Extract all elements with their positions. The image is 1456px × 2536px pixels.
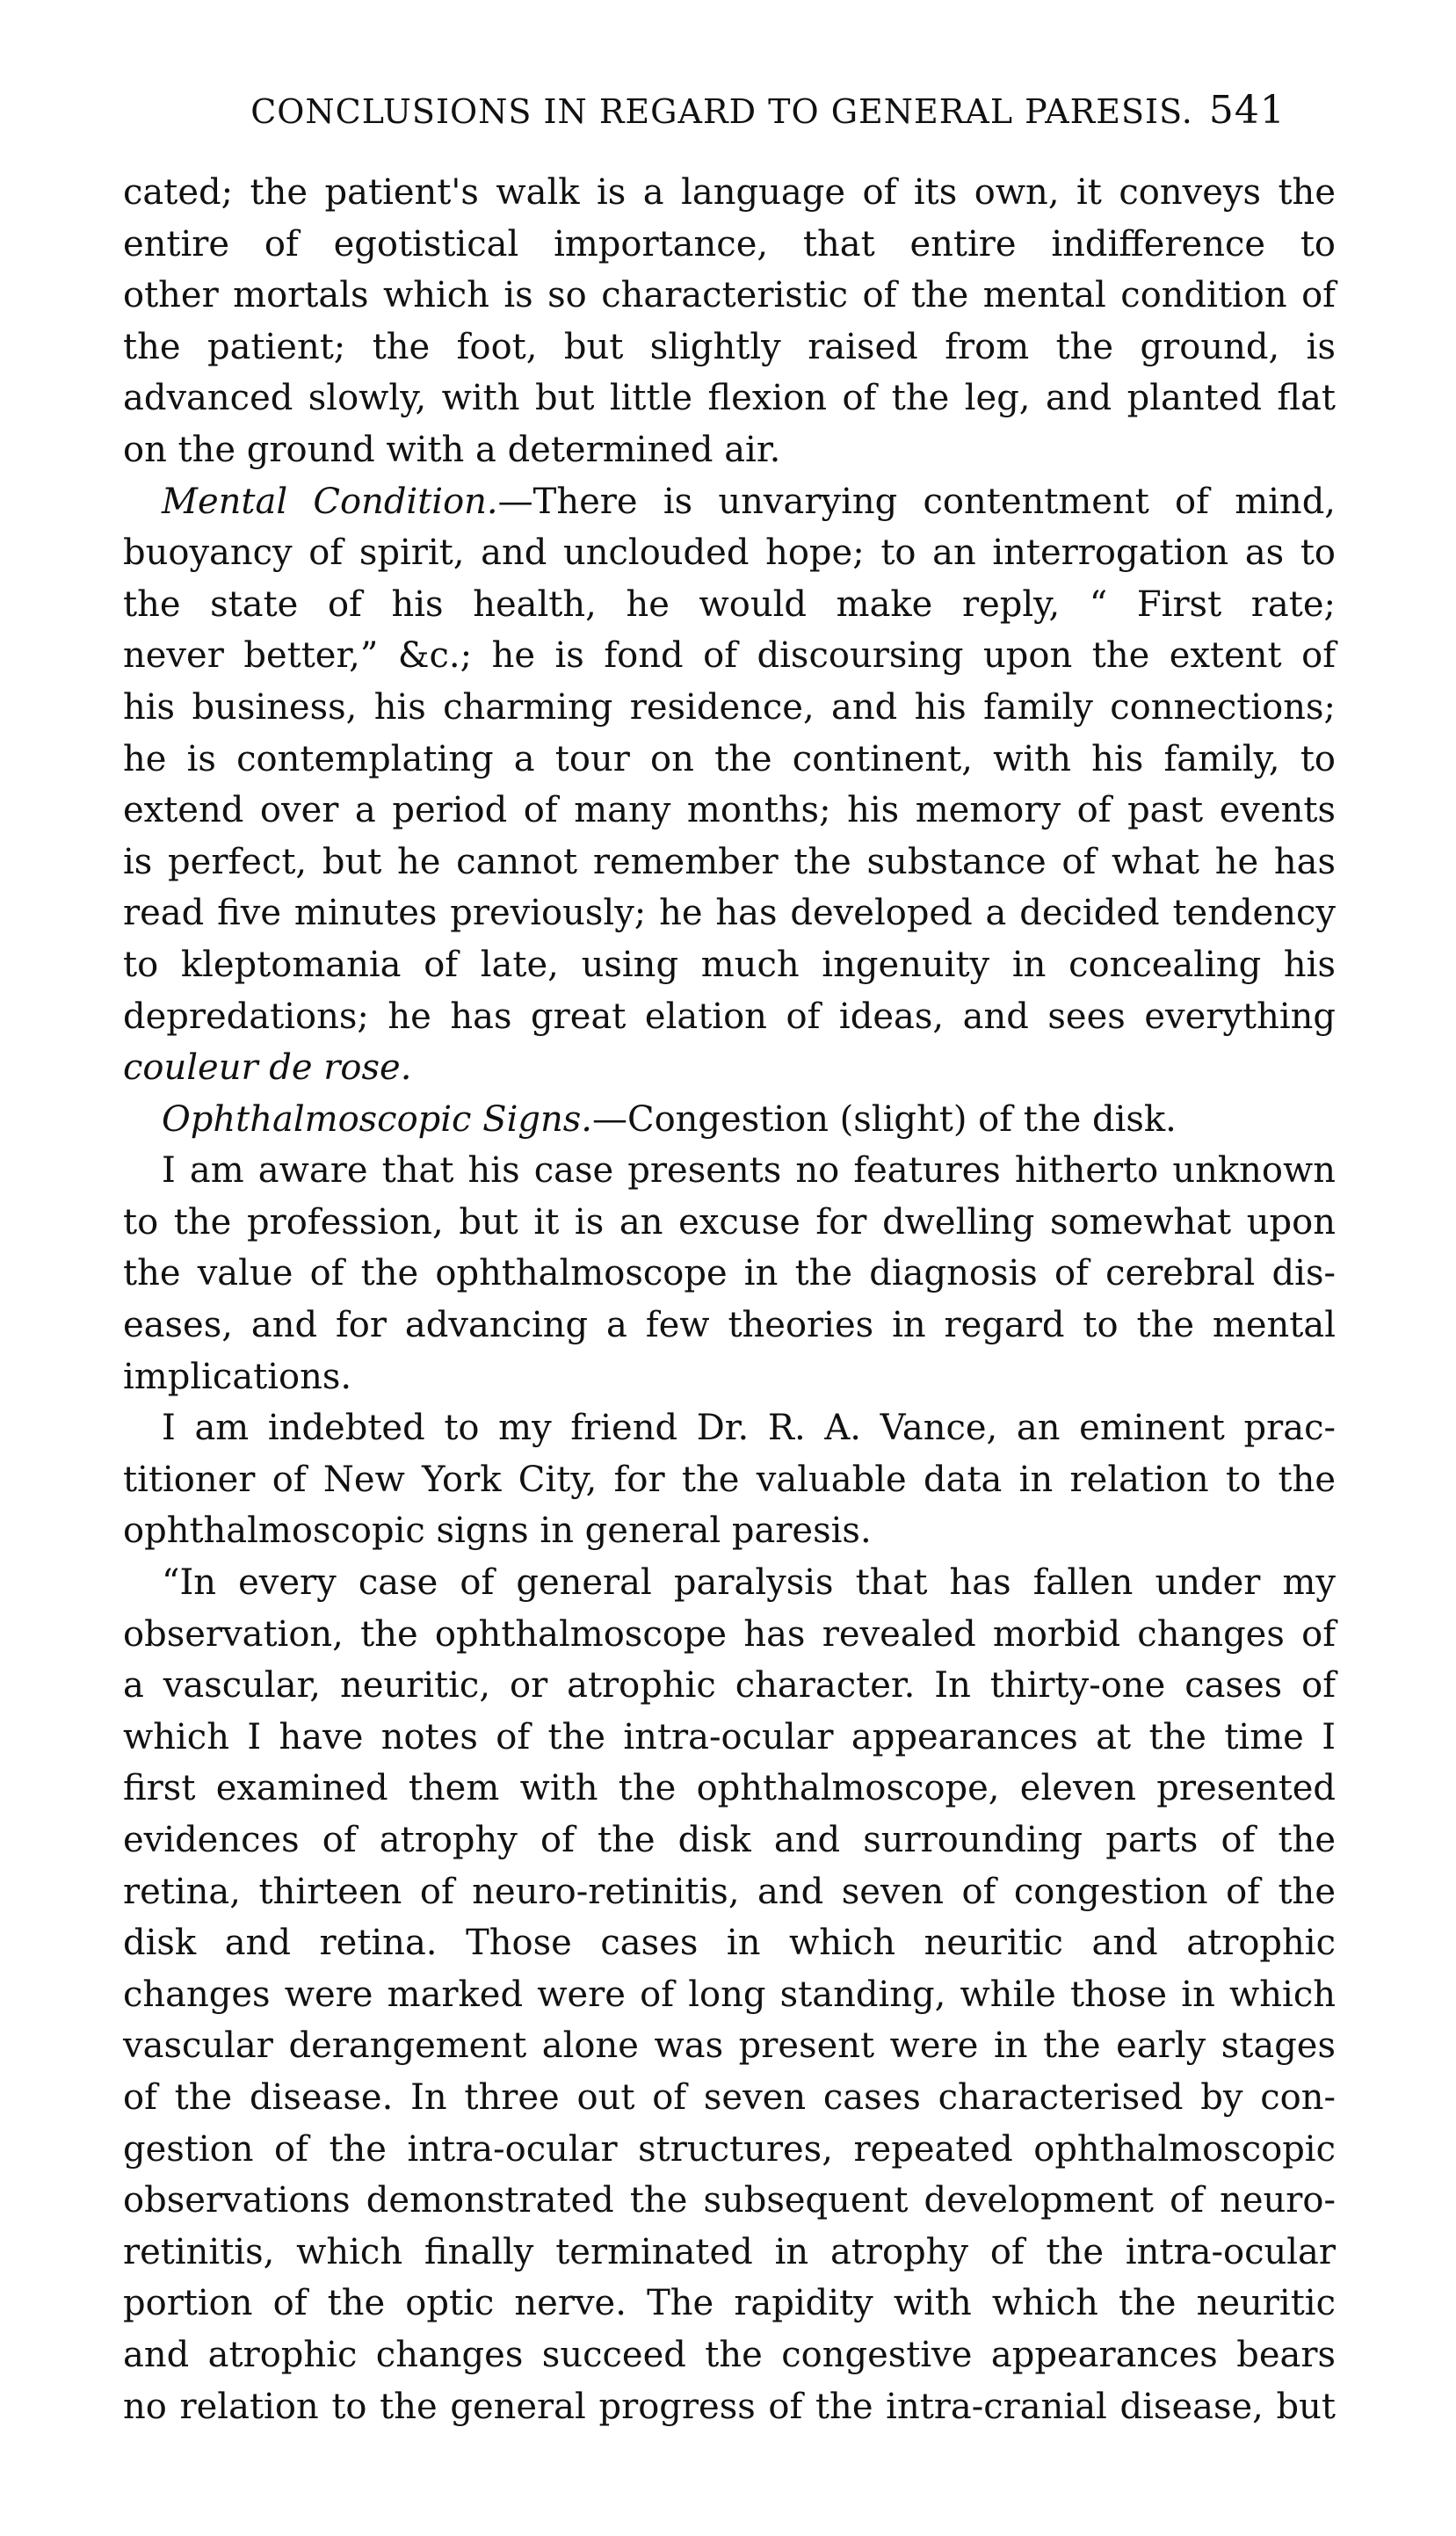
text-line — [123, 2227, 1336, 2279]
line-text: he is contemplating a tour on the continent, with his family, to — [123, 738, 1336, 779]
text-line — [123, 1402, 1336, 1454]
text-line — [123, 837, 1336, 888]
line-text: other mortals which is so characteristic of the mental condition of — [123, 275, 1336, 316]
text-line — [123, 991, 1336, 1043]
text-line — [123, 1763, 1336, 1815]
line-text: eases, and for advancing a few theories in regard to the mental — [123, 1305, 1336, 1346]
text-line — [123, 1557, 1336, 1609]
text-line — [123, 1815, 1336, 1866]
text-line — [123, 1248, 1336, 1300]
line-text: I am aware that his case presents no features hitherto unknown — [162, 1150, 1336, 1192]
line-text: is perfect, but he cannot remember the substance of what he has — [123, 841, 1336, 882]
line-text: which I have notes of the intra-ocular appearances at the time I — [123, 1716, 1336, 1757]
line-text: retinitis, which finally terminated in atrophy of the intra-ocular — [123, 2231, 1336, 2272]
line-text: retina, thirteen of neuro-retinitis, and seven of congestion of the — [123, 1871, 1336, 1912]
text-line — [123, 527, 1336, 579]
text-line — [123, 2020, 1336, 2072]
line-text: gestion of the intra-ocular structures, repeated ophthalmoscopic — [123, 2128, 1336, 2170]
text-line — [123, 1145, 1336, 1197]
line-text: “In every case of general paralysis that has fallen under my — [162, 1562, 1336, 1604]
text-line — [123, 630, 1336, 682]
line-text: read five minutes previously; he has developed a decided tendency — [123, 893, 1336, 934]
line-text: to the profession, but it is an excuse for dwelling somewhat upon — [123, 1201, 1336, 1243]
text-line — [123, 1300, 1336, 1351]
text-line — [123, 1505, 1336, 1557]
line-text: a vascular, neuritic, or atrophic character. In thirty-one cases of — [123, 1665, 1336, 1706]
line-text: changes were marked were of long standing, while those in which — [123, 1974, 1336, 2015]
line-text: evidences of atrophy of the disk and surrounding parts of the — [123, 1820, 1336, 1860]
text-line — [123, 373, 1336, 424]
line-text: of the disease. In three out of seven cases characterised by con- — [123, 2076, 1336, 2118]
text-line — [123, 2072, 1336, 2124]
line-text: first examined them with the ophthalmoscope, eleven presented — [123, 1768, 1336, 1809]
text-line — [123, 1351, 1336, 1403]
text-line — [123, 2329, 1336, 2381]
text-line — [123, 939, 1336, 991]
running-head — [187, 88, 1349, 133]
line-text: the value of the ophthalmoscope in the diagnosis of cerebral dis- — [123, 1253, 1336, 1294]
line-text: cated; the patient's walk is a language of its own, it conveys the — [123, 172, 1336, 213]
line-text: vascular derangement alone was present were in the early stages — [123, 2025, 1336, 2067]
text-line — [123, 219, 1336, 271]
line-text: advanced slowly, with but little flexion of the leg, and planted flat — [123, 378, 1336, 419]
text-line — [123, 1454, 1336, 1506]
text-line — [123, 2278, 1336, 2329]
text-line — [123, 1660, 1336, 1712]
line-text: observation, the ophthalmoscope has revealed morbid changes of — [123, 1613, 1336, 1655]
line-text: extend over a period of many months; his memory of past events — [123, 790, 1336, 831]
text-line — [123, 2124, 1336, 2176]
line-text: the patient; the foot, but slightly raised from the ground, is — [123, 326, 1336, 367]
line-text: ophthalmoscopic signs in general paresis. — [123, 1511, 872, 1552]
italic-run: Mental Condition. — [162, 481, 498, 522]
page-number: 541 — [1208, 88, 1286, 133]
line-text: implications. — [123, 1356, 352, 1397]
line-text: observations demonstrated the subsequent development of neuro- — [123, 2180, 1336, 2221]
line-text: and atrophic changes succeed the congestive appearances bears — [123, 2334, 1336, 2375]
body-text — [123, 167, 1336, 2432]
text-line — [123, 2381, 1336, 2433]
text-line — [123, 1969, 1336, 2021]
line-text: his business, his charming residence, and his family connections; — [123, 686, 1336, 728]
text-line — [123, 888, 1336, 939]
italic-run: Ophthalmoscopic Signs. — [162, 1098, 592, 1140]
text-line — [123, 1866, 1336, 1918]
text-line — [123, 1609, 1336, 1661]
text-line — [123, 1917, 1336, 1969]
text-line — [123, 476, 1336, 528]
text-line — [123, 270, 1336, 322]
line-text: I am indebted to my friend Dr. R. A. Vance, an eminent prac- — [162, 1408, 1336, 1449]
text-line — [123, 1712, 1336, 1764]
header-title: CONCLUSIONS IN REGARD TO GENERAL PARESIS. — [250, 92, 1193, 131]
text-line — [123, 424, 1336, 476]
line-text: disk and retina. Those cases in which neuritic and atrophic — [123, 1923, 1336, 1964]
line-text: depredations; he has great elation of ideas, and sees everything — [123, 996, 1336, 1037]
line-text: —Congestion (slight) of the disk. — [591, 1098, 1177, 1140]
text-line — [123, 322, 1336, 373]
text-line — [123, 1094, 1336, 1146]
line-text: buoyancy of spirit, and unclouded hope; to an interrogation as to — [123, 533, 1336, 574]
text-line — [123, 785, 1336, 837]
line-text: entire of egotistical importance, that entire indifference to — [123, 223, 1336, 264]
line-text: on the ground with a determined air. — [123, 429, 781, 470]
line-text: no relation to the general progress of the intra-cranial disease, but — [123, 2386, 1336, 2427]
italic-run: couleur de rose. — [123, 1047, 412, 1089]
text-line — [123, 167, 1336, 219]
text-line — [123, 1042, 1336, 1094]
text-line — [123, 579, 1336, 631]
line-text: titioner of New York City, for the valuable data in relation to the — [123, 1459, 1336, 1500]
text-line — [123, 1197, 1336, 1249]
text-line — [123, 682, 1336, 734]
line-text: to kleptomania of late, using much ingenuity in concealing his — [123, 944, 1336, 985]
line-text: —There is unvarying contentment of mind, — [497, 481, 1336, 522]
line-text: the state of his health, he would make reply, “ First rate; — [123, 583, 1336, 625]
text-line — [123, 734, 1336, 786]
line-text: portion of the optic nerve. The rapidity with which the neuritic — [123, 2283, 1336, 2324]
line-text: never better,” &c.; he is fond of discoursing upon the extent of — [123, 635, 1336, 677]
text-line — [123, 2175, 1336, 2227]
